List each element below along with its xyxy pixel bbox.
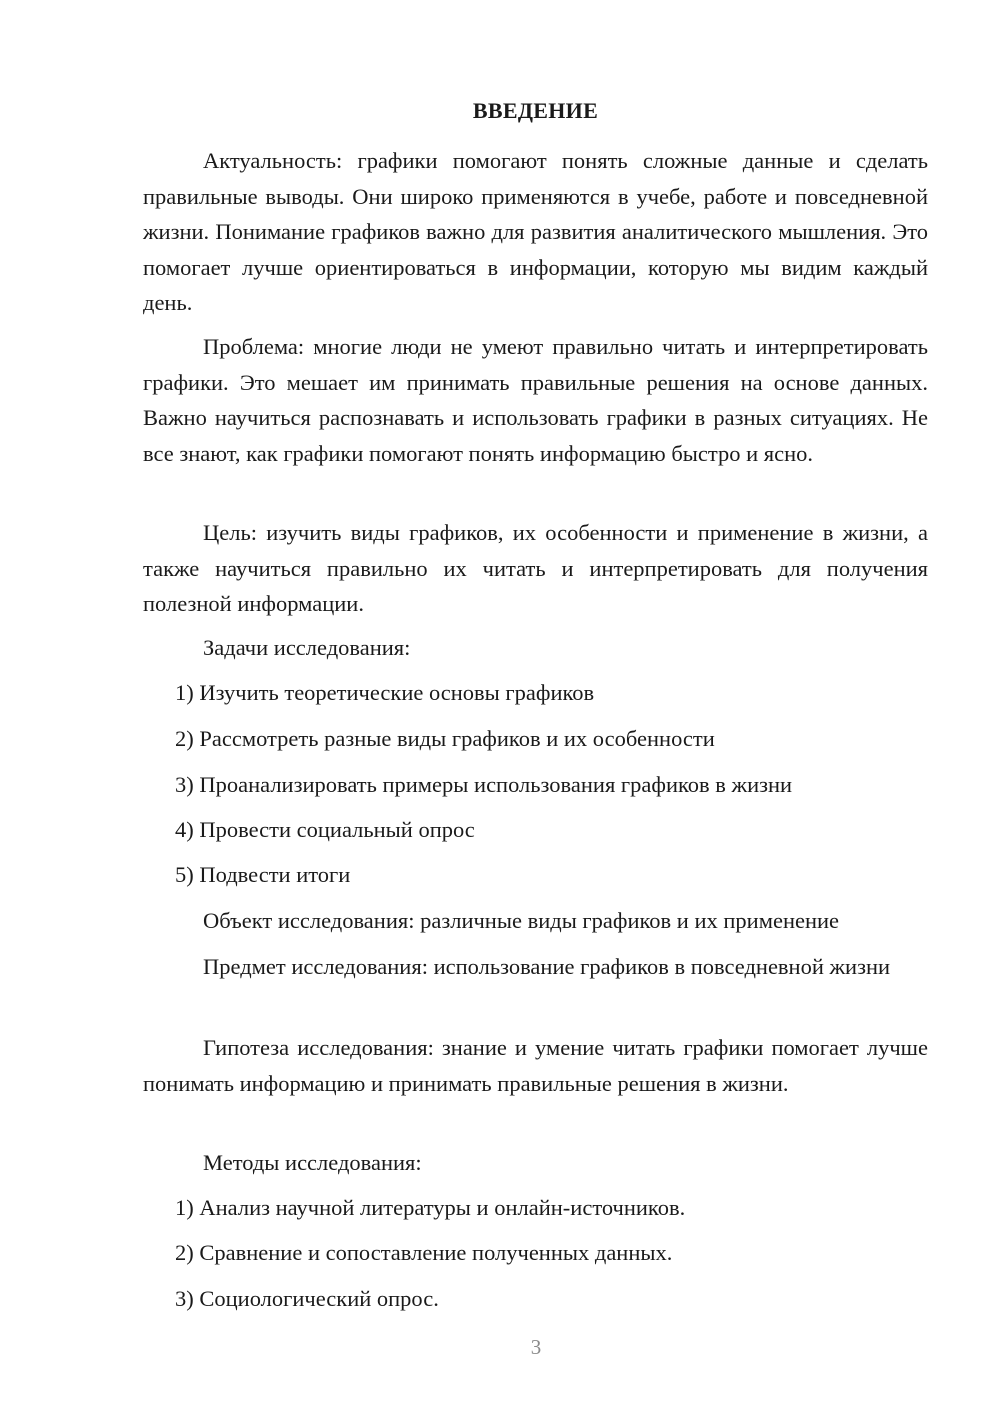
page-title: ВВЕДЕНИЕ	[472, 98, 599, 123]
method-item: 2) Сравнение и сопоставление полученных данных.	[175, 1240, 673, 1265]
problem-paragraph: Проблема: многие люди не умеют правильно читать и интерпретировать графики. Это мешает им принимать правильные решения на основе данных. Важно научиться распознавать и использовать графики в разных ситуациях. Не все знают, как графики помогают понять информацию быстро и ясно.	[143, 334, 928, 466]
hypothesis-paragraph: Гипотеза исследования: знание и умение читать графики помогает лучше понимать информацию и принимать правильные решения в жизни.	[143, 1035, 928, 1096]
task-item: 1) Изучить теоретические основы графиков	[175, 680, 595, 705]
method-item: 1) Анализ научной литературы и онлайн-источников.	[175, 1195, 686, 1220]
task-item: 5) Подвести итоги	[175, 862, 351, 887]
relevance-paragraph: Актуальность: графики помогают понять сложные данные и сделать правильные выводы. Они широко применяются в учебе, работе и повседневной жизни. Понимание графиков важно для развития аналитического мышления. Это помогает лучше ориентироваться в информации, которую мы видим каждый день.	[143, 148, 928, 315]
subject-paragraph: Предмет исследования: использование графиков в повседневной жизни	[203, 954, 891, 979]
methods-heading: Методы исследования:	[203, 1150, 422, 1175]
page-number: 3	[530, 1335, 542, 1359]
method-item: 3) Социологический опрос.	[175, 1286, 439, 1311]
task-item: 3) Проанализировать примеры использования графиков в жизни	[175, 772, 793, 797]
object-line: Объект исследования: различные виды графиков и их применение	[203, 908, 840, 933]
task-item: 2) Рассмотреть разные виды графиков и их особенности	[175, 726, 715, 751]
task-item: 4) Провести социальный опрос	[175, 817, 475, 842]
goal-paragraph: Цель: изучить виды графиков, их особенности и применение в жизни, а также научиться правильно их читать и интерпретировать для получения полезной информации.	[143, 520, 928, 616]
tasks-heading: Задачи исследования:	[203, 635, 411, 660]
